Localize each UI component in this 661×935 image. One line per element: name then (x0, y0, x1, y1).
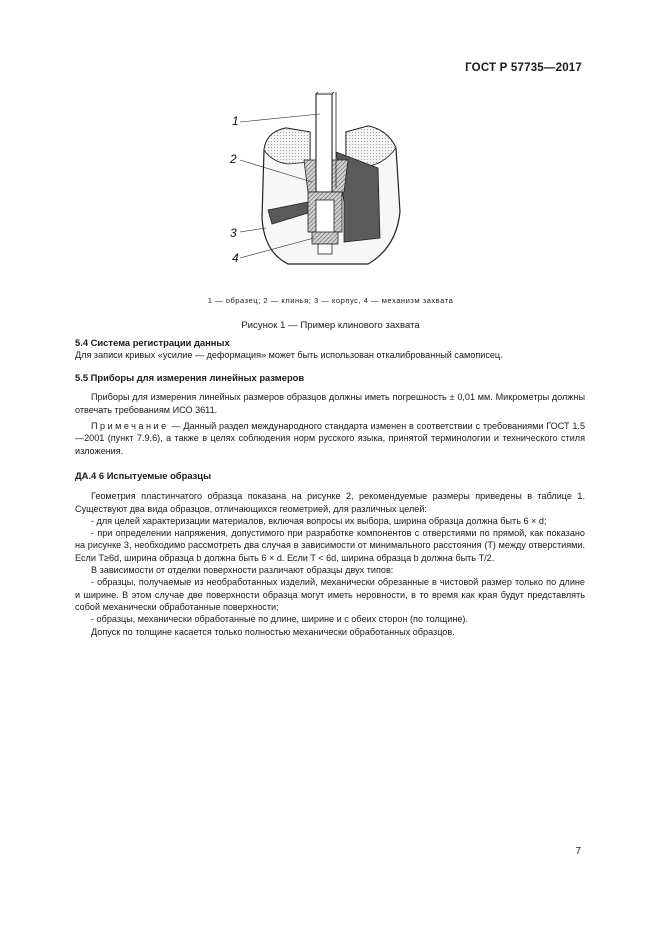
paragraph-5: - образцы, получаемые из необработанных изделий, механически обрезанные в чистовой размер только по длине и ширине. В этом случае две поверхности образца могут иметь неровности, в то время как края будут представлять собой механически обработанные поверхности; (75, 577, 585, 612)
callout-1: 1 (232, 114, 239, 128)
callout-2: 2 (230, 152, 237, 166)
paragraph-7: Допуск по толщине касается только полностью механически обработанных образцов. (91, 626, 455, 637)
section-da-4-6-heading: ДА.4 6 Испытуемые образцы (75, 470, 212, 481)
paragraph-3: - при определении напряжения, допустимого при разработке компонентов с отверстиями по прямой, как показано на рисунке 3, необходимо рассмотреть два случая в зависимости от минимального расстояния (T) между отверстиями. Если T≥6d, ширина образца b должна быть 6 × d. Если T < 6d, ширина образца b должна быть T/2. (75, 528, 585, 563)
section-5-4-heading: 5.4 Система регистрации данных (75, 337, 230, 348)
note-text: — Данный раздел международного стандарта изменен в соответствии с требованиями ГОСТ 1.5—2001 (пункт 7.9.6), а также в целях соблюдения норм русского языка, принятой терминологии и технического стиля изложения. (75, 421, 585, 456)
section-5-5 (75, 372, 585, 416)
paragraph-6: - образцы, механически обработанные по длине, ширине и с обеих сторон (по толщине). (91, 614, 468, 625)
section-5-4 (75, 337, 585, 362)
wedge-grip-figure (228, 92, 428, 282)
section-5-4-text: Для записи кривых «усилие — деформация» может быть использован откалиброванный самописец. (75, 350, 503, 361)
paragraph-4: В зависимости от отделки поверхности различают образцы двух типов: (91, 565, 394, 576)
callout-3: 3 (230, 226, 237, 240)
section-da-4-6 (75, 470, 585, 638)
paragraph-1: Геометрия пластинчатого образца показана на рисунке 2, рекомендуемые размеры приведены в таблице 1. Существуют два вида образцов, отличающихся геометрией, для различных целей: (75, 491, 585, 514)
paragraph-2: - для целей характеризации материалов, включая вопросы их выбора, ширина образца должна быть 6 × d; (91, 515, 547, 526)
note-paragraph (75, 420, 585, 457)
section-5-5-heading: 5.5 Приборы для измерения линейных размеров (75, 372, 305, 383)
callout-4: 4 (232, 251, 239, 265)
figure-caption: Рисунок 1 — Пример клинового захвата (241, 320, 420, 331)
section-5-5-text: Приборы для измерения линейных размеров образцов должны иметь погрешность ± 0,01 мм. Микрометры должны отвечать требованиям ИСО 3611. (75, 392, 585, 415)
figure-legend: 1 — образец; 2 — клинья; 3 — корпус, 4 — механизм захвата (207, 296, 454, 305)
note-block (75, 420, 585, 457)
specimen (316, 94, 332, 192)
note-label: Примечание (91, 421, 169, 431)
page-number: 7 (575, 846, 581, 857)
standard-code: ГОСТ Р 57735—2017 (465, 62, 582, 74)
